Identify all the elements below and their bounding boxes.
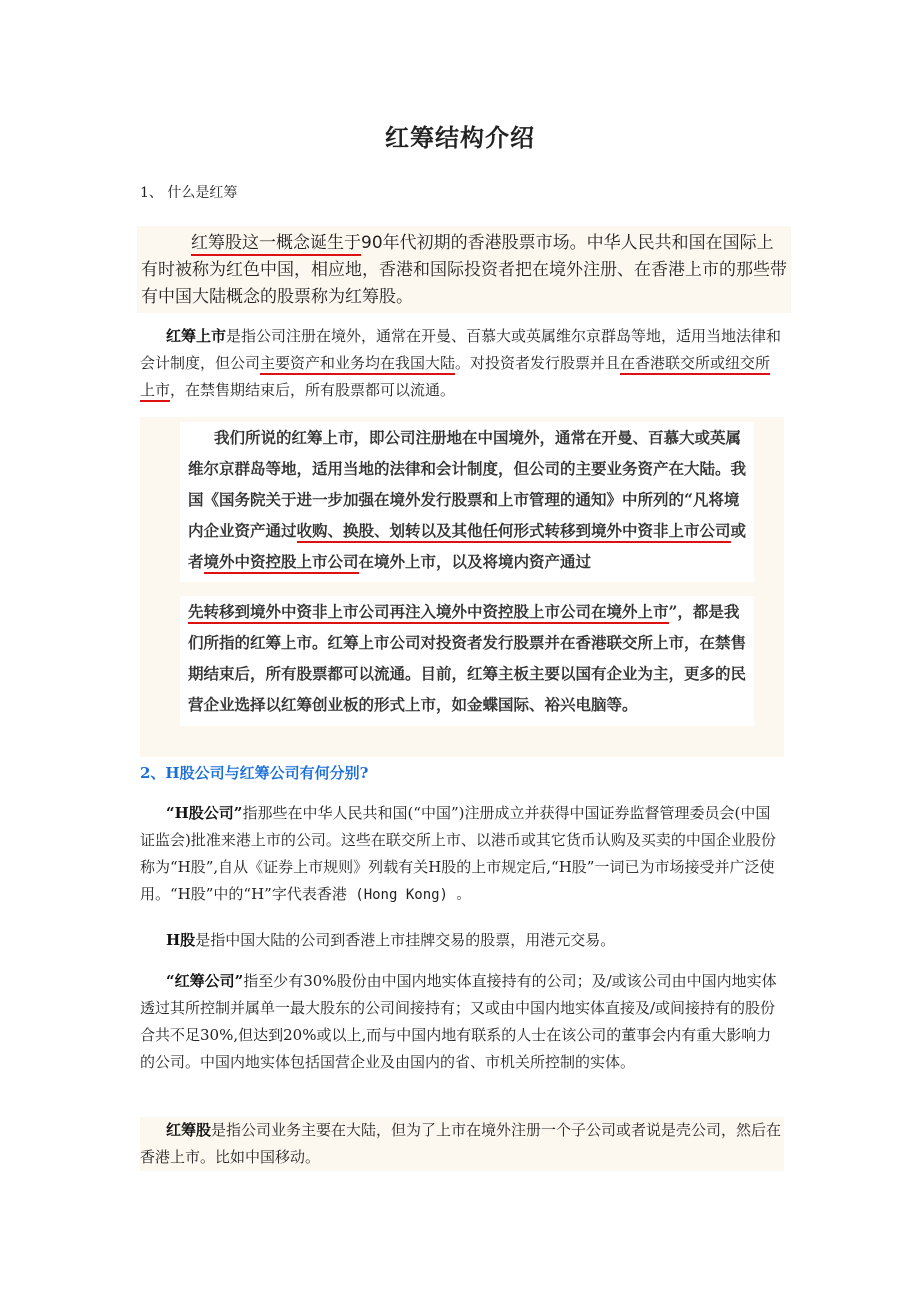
quote1-text-a: 我们所说的红筹上市，即公司注册地在中国境外，通常在开曼、百慕大或英属维尔京群岛等地，适用当地的法律和会计制度，但公司的主要业务资产在大陆。我国《国务院关于进一步加强在境外发行股票和上市管理的通知》中所列的“凡将境内企业资产通过 xyxy=(188,428,747,540)
quote2-underline: 先转移到境外中资非上市公司再注入境外中资控股上市公司在境外上市 xyxy=(188,602,669,624)
h-share-text: 是指中国大陆的公司到香港上市挂牌交易的股票，用港元交易。 xyxy=(195,931,616,949)
quote-excerpt-2 xyxy=(180,596,754,726)
listing-underline-assets: 主要资产和业务均在我国大陆 xyxy=(260,354,455,375)
listing-text-c: 。对投资者发行股票并且 xyxy=(455,354,621,372)
h-share-term: H股 xyxy=(166,931,196,949)
section2-heading: 2、H股公司与红筹公司有何分别? xyxy=(140,764,369,782)
listing-text-e: ，在禁售期结束后，所有股票都可以流通。 xyxy=(170,381,456,399)
h-company-paragraph xyxy=(140,800,784,909)
listing-term: 红筹上市 xyxy=(166,327,227,345)
intro-underlined: 红筹股这一概念诞生于 xyxy=(191,233,361,256)
h-company-en: (Hong Kong) 。 xyxy=(346,887,471,903)
quote-excerpt-1 xyxy=(180,422,754,582)
h-company-term: “H股公司” xyxy=(166,804,243,822)
quote1-underline-a: 收购、换股、划转以及其他任何形式转移到境外中资非上市公司 xyxy=(297,521,731,543)
quote2-text: ”，都是我们所指的红筹上市。红筹上市公司对投资者发行股票并在香港联交所上市，在禁售期结束后，所有股票都可以流通。目前，红筹主板主要以国有企业为主，更多的民营企业选择以红筹创业板的形式上市，如金蝶国际、裕兴电脑等。 xyxy=(188,602,747,714)
intro-paragraph xyxy=(137,226,791,313)
listing-underline-exchange: 在香港联交所或纽交所上市 xyxy=(140,354,770,402)
red-share-paragraph xyxy=(140,1117,784,1171)
red-company-paragraph xyxy=(140,968,784,1076)
listing-paragraph xyxy=(140,323,784,404)
red-share-term: 红筹股 xyxy=(166,1121,212,1139)
listing-text-a: 是指公司注册在境外，通常在开曼、百慕大或英属维尔京群岛等地，适用当地法律和会计制度，但公司 xyxy=(140,327,782,372)
h-company-text: 指那些在中华人民共和国(“中国”)注册成立并获得中国证券监督管理委员会(中国证监会)批准来港上市的公司。这些在联交所上市、以港币或其它货币认购及买卖的中国企业股份称为“H股”,自从《证券上市规则》列载有关H股的上市规定后,“H股”一词已为市场接受并广泛使用。“H股”中的“H”字代表香港 xyxy=(140,804,776,903)
quote1-text-e: 在境外上市，以及将境内资产通过 xyxy=(358,552,592,571)
quote1-text-c: 或者 xyxy=(188,521,747,571)
intro-rest: 90年代初期的香港股票市场。中华人民共和国在国际上有时被称为红色中国，相应地，香港和国际投资者把在境外注册、在香港上市的那些带有中国大陆概念的股票称为红筹股。 xyxy=(141,233,787,307)
h-share-paragraph xyxy=(140,927,784,954)
section1-heading: 1、 什么是红筹 xyxy=(140,185,238,201)
red-company-term: “红筹公司” xyxy=(166,972,244,990)
quote1-underline-b: 境外中资控股上市公司 xyxy=(204,552,359,574)
red-share-text: 是指公司业务主要在大陆，但为了上市在境外注册一个子公司或者说是壳公司，然后在香港上市。比如中国移动。 xyxy=(140,1121,782,1166)
red-company-text: 指至少有30%股份由中国内地实体直接持有的公司；及/或该公司由中国内地实体透过其所控制并属单一最大股东的公司间接持有；又或由中国内地实体直接及/或间接持有的股份合共不足30%,但达到20%或以上,而与中国内地有联系的人士在该公司的董事会内有重大影响力的公司。中国内地实体包括国营企业及由国内的省、市机关所控制的实体。 xyxy=(140,972,777,1071)
page-title: 红筹结构介绍 xyxy=(385,124,535,152)
